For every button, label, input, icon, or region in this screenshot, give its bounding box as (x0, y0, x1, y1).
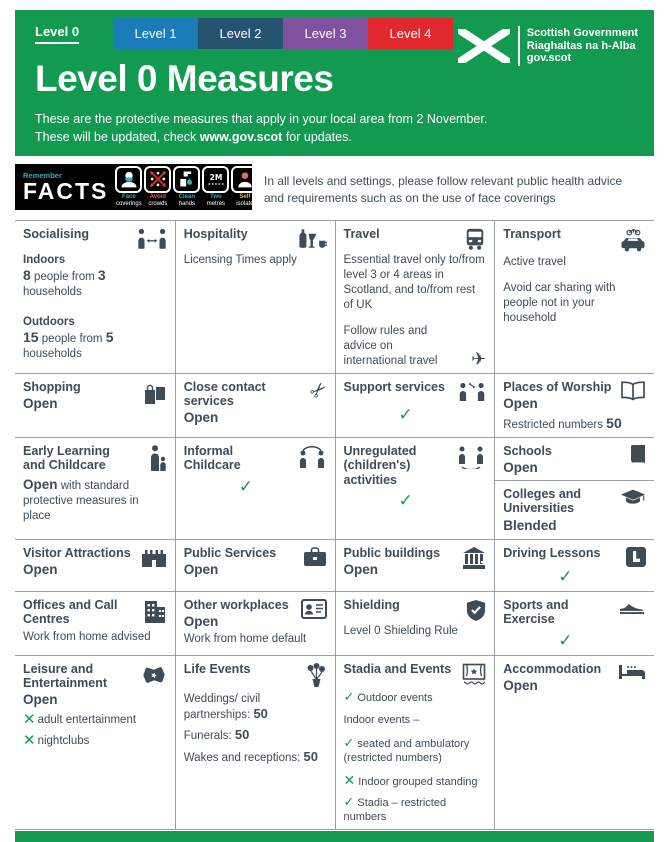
shopping-bags-icon (143, 381, 167, 405)
cell-accommodation: Accommodation Open (494, 656, 654, 830)
logo-divider (518, 26, 520, 66)
facts-avoid-crowds: Avoid crowds (144, 166, 171, 208)
cell-colleges-universities: Colleges and Universities Blended (495, 481, 654, 537)
cell-public-services: Public Services Open (175, 540, 335, 591)
logo-line-2: Riaghaltas na h-Alba (526, 39, 636, 52)
cell-shielding: Shielding Level 0 Shielding Rule (335, 592, 495, 655)
cell-places-of-worship: Places of Worship Open Restricted numbers 50 (494, 374, 654, 437)
cross-icon: ✕ (23, 731, 36, 750)
drinks-icon (299, 228, 327, 250)
life-event-item: Funerals: 50 (183, 727, 250, 743)
cell-shopping: Shopping Open (15, 374, 175, 437)
car-bike-icon (620, 228, 646, 252)
shield-icon (466, 599, 486, 621)
stadia-entry: Indoor events – (343, 713, 420, 726)
cell-other-workplaces: Other workplaces Open Work from home default (175, 592, 335, 655)
scottish-government-logo (458, 26, 638, 66)
cell-early-learning: Early Learning and Childcare Open with standard protective measures in place (15, 438, 175, 539)
avoid-crowds-icon (144, 166, 171, 193)
cell-visitor-attractions: Visitor Attractions Open (15, 540, 175, 591)
check-icon: ✓ (558, 630, 573, 651)
cell-informal-childcare: Informal Childcare ✓ (175, 438, 335, 539)
open-book-icon (620, 381, 646, 401)
castle-icon (141, 547, 167, 567)
footer-bar (15, 831, 654, 842)
cell-close-contact-services: Close contact services Open ✂ (175, 374, 335, 437)
people-distance-icon (137, 228, 167, 250)
office-buildings-icon (143, 599, 167, 623)
cell-leisure-entertainment: Leisure and Entertainment Open ✕ adult entertainment ✕ nightclubs (15, 656, 175, 830)
check-icon: ✓ (398, 491, 413, 511)
leisure-cross-item: ✕ nightclubs (23, 731, 90, 750)
tab-level-2[interactable]: Level 2 (198, 18, 283, 49)
cell-socialising: Socialising Indoors 8 people from 3 households Outdoors 15 people from 5 households (15, 221, 175, 373)
children-skipping-icon (297, 445, 327, 469)
cell-education-stack (494, 438, 654, 539)
facts-banner (15, 164, 252, 210)
tab-level-1[interactable]: Level 1 (113, 18, 198, 49)
tab-level-3[interactable]: Level 3 (283, 18, 368, 49)
check-icon: ✓ (398, 404, 413, 425)
logo-line-3: gov.scot (526, 52, 572, 65)
cross-icon: ✕ (23, 710, 36, 729)
check-icon: ✓ (238, 476, 253, 497)
two-metres-icon (202, 166, 229, 193)
facts-two-metres: 2M Two metres (202, 166, 229, 208)
stage-icon (462, 663, 486, 685)
facts-self-isolate: Self isolate (231, 166, 258, 208)
logo-line-1: Scottish Government (526, 26, 638, 39)
life-event-item: Wakes and receptions: 50 (183, 748, 318, 764)
stadia-entry: ✓ Stadia – restricted numbers (343, 795, 447, 824)
check-icon: ✓ (558, 566, 573, 587)
civic-building-icon (462, 547, 486, 569)
facts-clean-hands: Clean hands (173, 166, 200, 208)
tab-level-4[interactable]: Level 4 (368, 18, 453, 49)
self-isolate-icon (231, 166, 258, 193)
bouquet-icon (305, 663, 327, 687)
people-arrows-icon (458, 381, 486, 401)
page-title: Level 0 Measures (35, 58, 334, 99)
stadia-entry: ✓ seated and ambulatory (restricted numbers) (343, 735, 470, 764)
cell-travel: Travel Essential travel only to/from level 3 or 4 areas in Scotland, and to/from rest of UK Follow rules and advice on international travel ✈ (335, 221, 495, 373)
face-covering-icon (115, 166, 142, 193)
graduation-cap-icon (620, 488, 646, 506)
facts-note: In all levels and settings, please follow relevant public health advice and requirements such as on the use of face coverings (264, 174, 623, 206)
leisure-cross-item: ✕ adult entertainment (23, 710, 137, 729)
facts-remember-label: Remember (23, 171, 62, 180)
bed-icon (618, 663, 646, 683)
cell-life-events: Life Events Weddings/ civil partnerships: 50 Funerals: 50 Wakes and receptions: 50 (175, 656, 335, 830)
govscot-link[interactable]: www.gov.scot (199, 129, 283, 144)
tab-level-0[interactable]: Level 0 (35, 18, 113, 49)
children-activities-icon (456, 445, 486, 469)
id-badge-icon (301, 599, 327, 619)
l-plate-icon (626, 547, 646, 567)
facts-section (15, 164, 654, 210)
facts-title: FACTS (23, 178, 109, 204)
facts-face-coverings: Face coverings (115, 166, 142, 208)
cell-transport: Transport Active travel Avoid car sharing with people not in your household (494, 221, 654, 373)
adult-child-icon (147, 445, 167, 471)
school-book-icon (630, 445, 646, 467)
header-banner (15, 10, 654, 156)
scissors-icon: ✂ (303, 375, 333, 404)
cell-offices-call-centres: Offices and Call Centres Work from home advised (15, 592, 175, 655)
page-subtitle: These are the protective measures that apply in your local area from 2 November. These will be updated, check www.gov.scot for updates. (35, 112, 488, 144)
cell-schools: Schools Open (495, 438, 654, 481)
bus-icon (464, 228, 486, 250)
svg-text:2M: 2M (209, 173, 223, 183)
stadia-entry: ✓ Outdoor events (343, 689, 433, 705)
trainer-shoe-icon (618, 599, 646, 615)
level-0-measures-poster (15, 10, 654, 842)
life-event-item: Weddings/ civil partnerships: 50 (183, 692, 268, 721)
cell-public-buildings: Public buildings Open (335, 540, 495, 591)
clean-hands-icon (173, 166, 200, 193)
cell-support-services: Support services ✓ (335, 374, 495, 437)
stadia-entry: ✕ Indoor grouped standing (343, 772, 478, 789)
briefcase-icon (303, 547, 327, 567)
cell-driving-lessons: Driving Lessons ✓ (494, 540, 654, 591)
cell-unregulated-activities: Unregulated (children's) activities ✓ (335, 438, 495, 539)
plane-icon: ✈ (471, 348, 487, 370)
measures-grid (15, 220, 654, 830)
cell-stadia-events: Stadia and Events ✓ Outdoor events Indoor events – ✓ seated and ambulatory (restricted numbers) ✕ Indoor grouped standing ✓ Stadia – restricted numbers (335, 656, 495, 830)
saltire-flag-icon (458, 29, 510, 63)
cell-hospitality: Hospitality Licensing Times apply (175, 221, 335, 373)
tickets-icon (141, 663, 167, 687)
cell-sports-exercise: Sports and Exercise ✓ (494, 592, 654, 655)
